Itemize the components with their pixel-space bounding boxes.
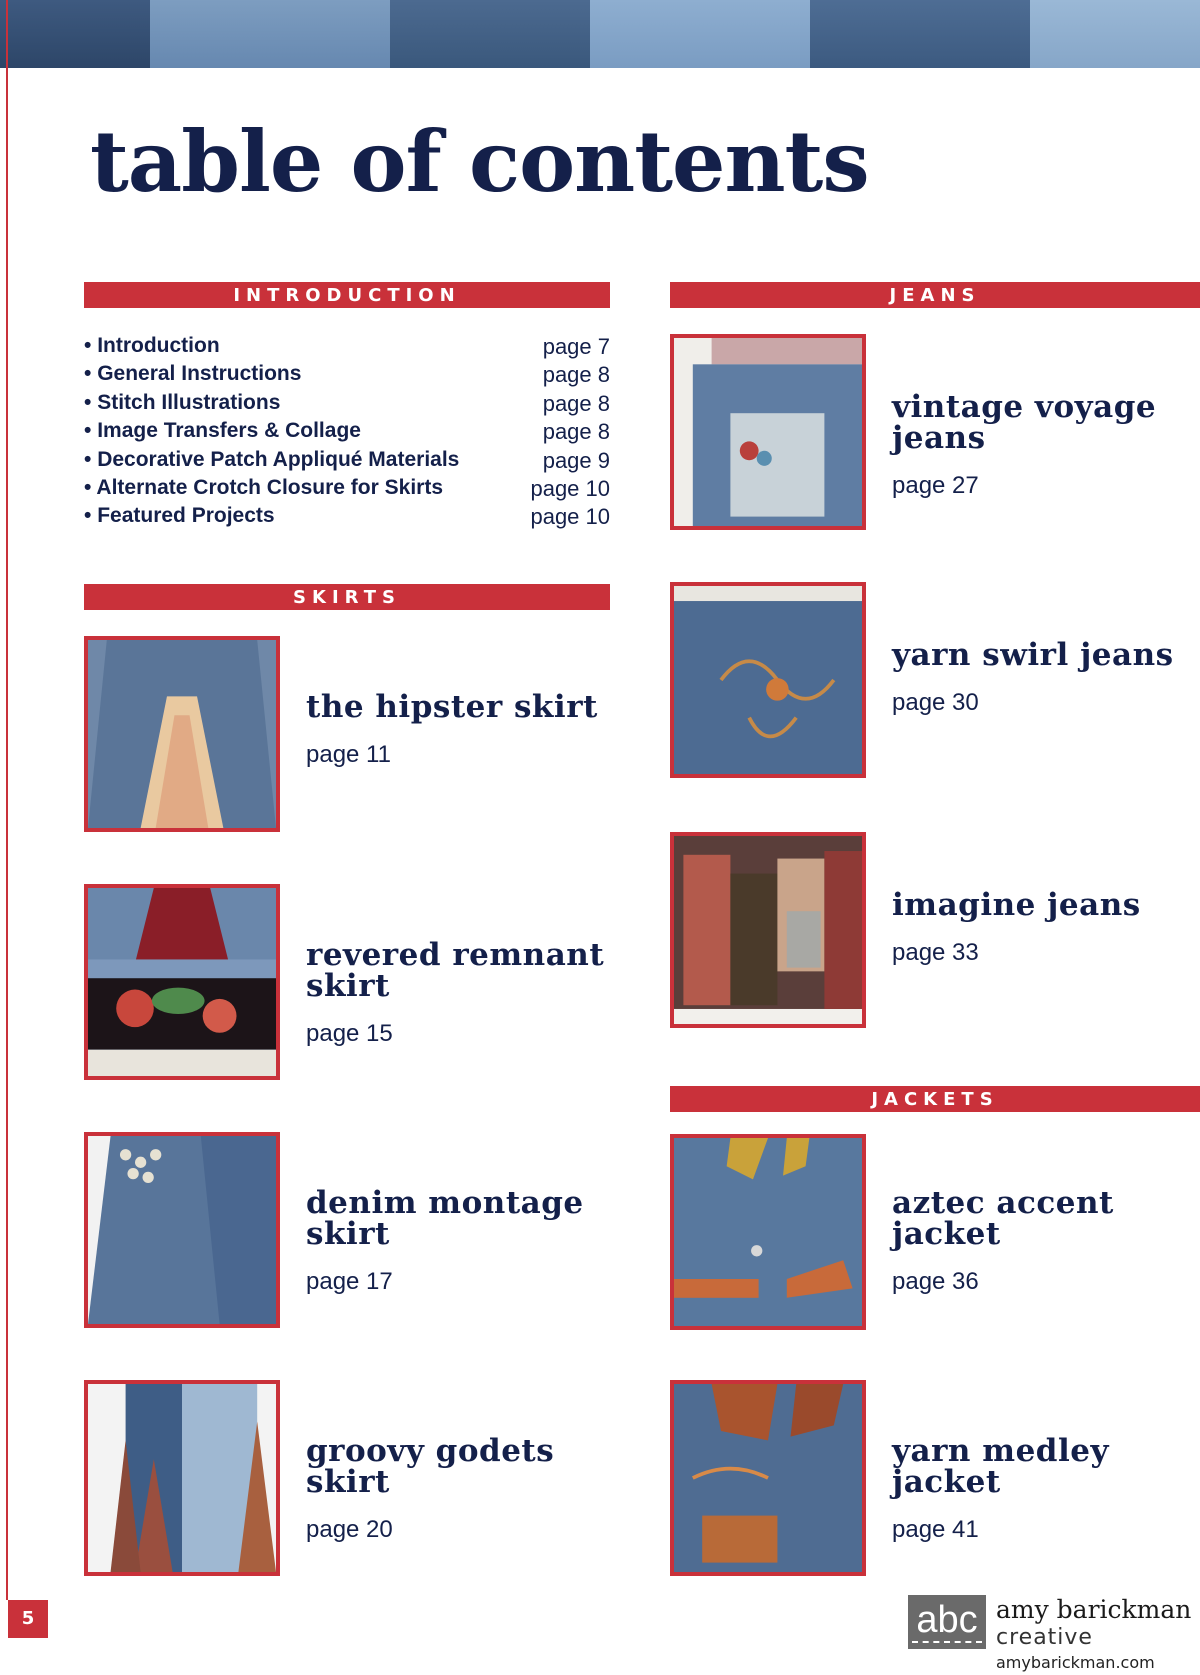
item-name: • Featured Projects xyxy=(84,504,275,528)
project-page: page 11 xyxy=(306,741,391,768)
project-page: page 30 xyxy=(892,689,979,716)
project-page: page 33 xyxy=(892,939,979,966)
logo-name: amy barickman xyxy=(996,1595,1192,1624)
project-title: imagine jeans xyxy=(892,887,1141,923)
project-yarn-swirl-jeans[interactable] xyxy=(892,637,1174,717)
project-title-line2: skirt xyxy=(306,1216,390,1252)
imagine-jeans-photo[interactable] xyxy=(670,832,866,1028)
project-title: yarn medley xyxy=(892,1433,1109,1469)
item-name: • Image Transfers & Collage xyxy=(84,419,361,443)
section-header-jeans: JEANS xyxy=(670,282,1200,308)
yarn-medley-jacket-photo[interactable] xyxy=(670,1380,866,1576)
project-title: yarn swirl jeans xyxy=(892,637,1174,673)
yarn-swirl-jeans-photo[interactable] xyxy=(670,582,866,778)
project-title: groovy godets xyxy=(306,1433,555,1469)
page-title: table of contents xyxy=(90,112,869,211)
item-page: page 8 xyxy=(542,362,610,388)
project-page: page 36 xyxy=(892,1268,979,1295)
project-title-line2: jacket xyxy=(892,1464,1001,1500)
logo-subtitle: creative xyxy=(996,1625,1093,1650)
groovy-godets-skirt-photo[interactable] xyxy=(84,1380,280,1576)
project-page: page 17 xyxy=(306,1268,393,1295)
project-title: denim montage xyxy=(306,1185,584,1221)
logo-mark: abc xyxy=(908,1595,986,1649)
project-page: page 27 xyxy=(892,472,979,499)
item-name: • Decorative Patch Appliqué Materials xyxy=(84,447,460,471)
list-item[interactable] xyxy=(84,476,610,504)
item-name: • Alternate Crotch Closure for Skirts xyxy=(84,475,443,499)
project-imagine-jeans[interactable] xyxy=(892,887,1141,967)
vintage-voyage-jeans-photo[interactable] xyxy=(670,334,866,530)
project-vintage-voyage-jeans[interactable] xyxy=(892,389,1157,500)
project-title-line2: skirt xyxy=(306,968,390,1004)
project-title: revered remnant xyxy=(306,937,605,973)
project-title: aztec accent xyxy=(892,1185,1114,1221)
section-header-skirts: SKIRTS xyxy=(84,584,610,610)
project-title-line2: jacket xyxy=(892,1216,1001,1252)
denim-montage-skirt-photo[interactable] xyxy=(84,1132,280,1328)
revered-remnant-skirt-photo[interactable] xyxy=(84,884,280,1080)
left-margin-rule xyxy=(6,0,8,1600)
project-hipster-skirt[interactable] xyxy=(306,689,598,769)
project-title-line2: skirt xyxy=(306,1464,390,1500)
aztec-accent-jacket-photo[interactable] xyxy=(670,1134,866,1330)
project-yarn-medley-jacket[interactable] xyxy=(892,1433,1109,1544)
item-page: page 9 xyxy=(542,447,610,473)
page-number: 5 xyxy=(8,1600,48,1638)
section-header-introduction: INTRODUCTION xyxy=(84,282,610,308)
project-page: page 15 xyxy=(306,1020,393,1047)
project-revered-remnant-skirt[interactable] xyxy=(306,937,605,1048)
list-item[interactable] xyxy=(84,362,610,390)
project-page: page 20 xyxy=(306,1516,393,1543)
item-page: page 10 xyxy=(530,504,610,530)
item-page: page 10 xyxy=(530,475,610,501)
item-name: • Stitch Illustrations xyxy=(84,390,281,414)
item-page: page 7 xyxy=(542,334,610,359)
denim-banner-image xyxy=(0,0,1200,68)
list-item[interactable] xyxy=(84,448,610,476)
project-title-line2: jeans xyxy=(892,420,986,456)
item-page: page 8 xyxy=(542,390,610,416)
list-item[interactable] xyxy=(84,391,610,419)
hipster-skirt-photo[interactable] xyxy=(84,636,280,832)
project-title: vintage voyage xyxy=(892,389,1157,425)
item-name: • Introduction xyxy=(84,334,220,357)
list-item[interactable] xyxy=(84,334,610,362)
project-denim-montage-skirt[interactable] xyxy=(306,1185,584,1296)
section-header-jackets: JACKETS xyxy=(670,1086,1200,1112)
item-page: page 8 xyxy=(542,419,610,445)
project-page: page 41 xyxy=(892,1516,979,1543)
list-item[interactable] xyxy=(84,504,610,532)
project-aztec-accent-jacket[interactable] xyxy=(892,1185,1114,1296)
project-title: the hipster skirt xyxy=(306,689,598,725)
publisher-logo[interactable] xyxy=(908,1595,1198,1675)
list-item[interactable] xyxy=(84,419,610,447)
item-name: • General Instructions xyxy=(84,362,302,386)
website-link[interactable]: amybarickman.com xyxy=(996,1653,1155,1672)
project-groovy-godets-skirt[interactable] xyxy=(306,1433,555,1544)
introduction-list xyxy=(84,334,610,533)
